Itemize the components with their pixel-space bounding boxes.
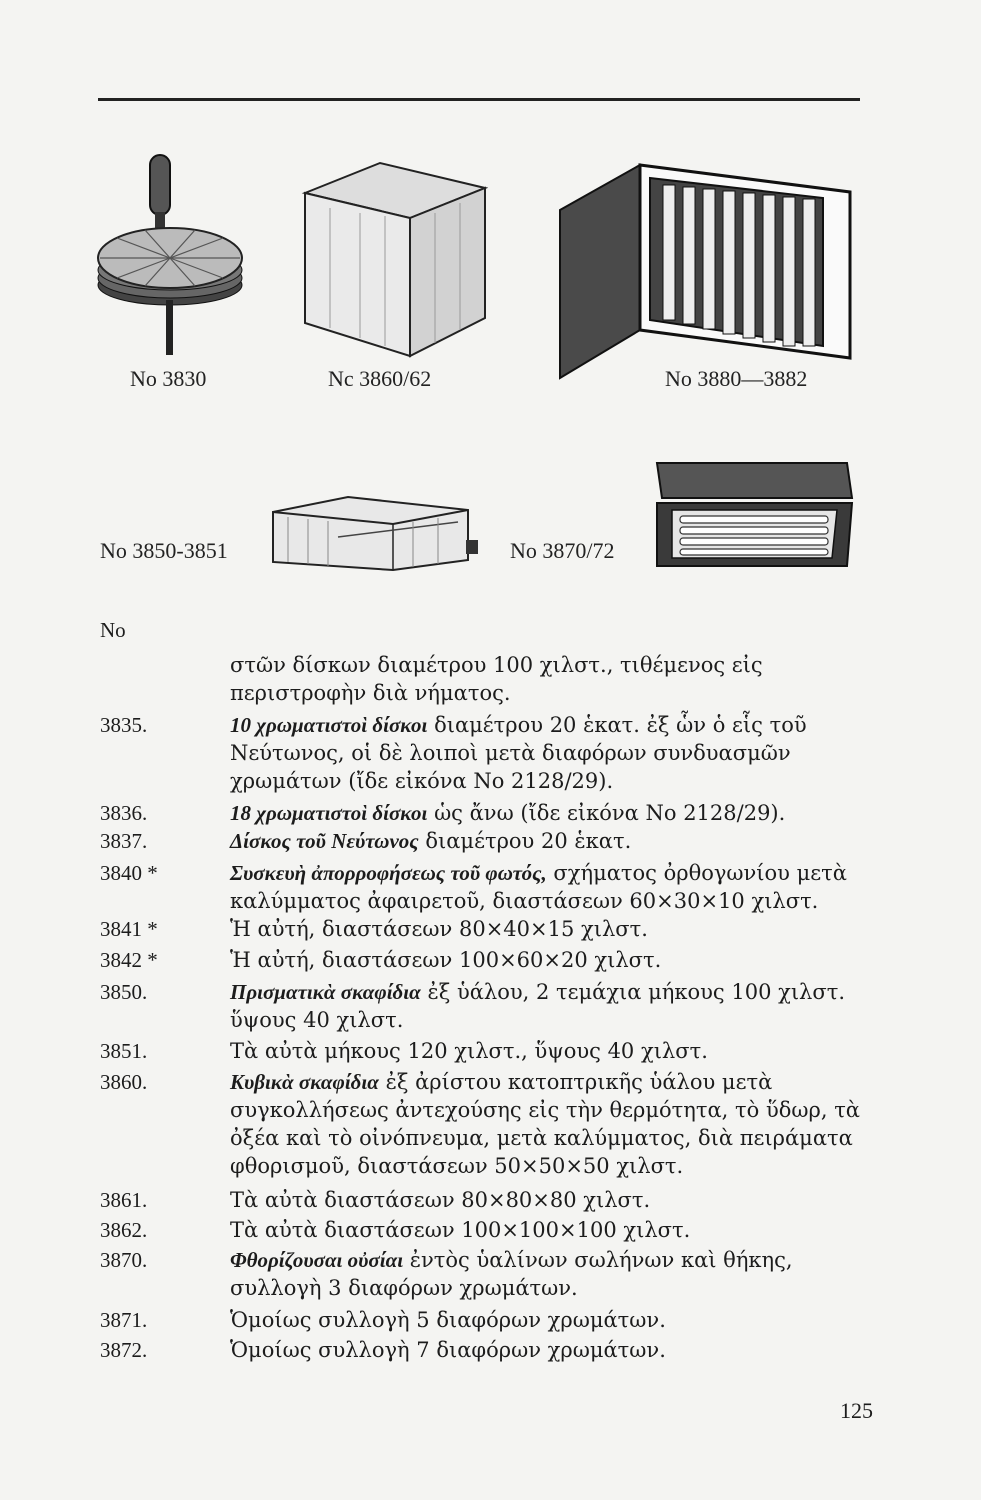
entry-number: 3861.: [100, 1188, 148, 1212]
entry-text: Τὰ αὐτὰ μήκους 120 χιλστ., ὕψους 40 χιλστ.: [230, 1039, 708, 1063]
entry-number: 3870.: [100, 1248, 148, 1272]
entry-continuation: [100, 651, 875, 707]
entry-title: Κυβικὰ σκαφίδια: [230, 1070, 379, 1094]
entry-text: διαμέτρου 20 ἑκατ.: [425, 829, 632, 853]
header-rule: [98, 98, 860, 101]
entry-text: Ὁμοίως συλλογὴ 7 διαφόρων χρωμάτων.: [230, 1338, 666, 1362]
entry-text: Τὰ αὐτὰ διαστάσεων 100×100×100 χιλστ.: [230, 1218, 691, 1242]
entry-number: 3840 *: [100, 861, 158, 885]
entry-number: 3860.: [100, 1070, 148, 1094]
entry-title: Φθορίζουσαι οὐσίαι: [230, 1248, 404, 1272]
entry-text: Ἡ αὐτή, διαστάσεων 100×60×20 χιλστ.: [230, 948, 662, 972]
page-number: 125: [840, 1398, 873, 1423]
prism-trough-icon: [268, 492, 483, 572]
entry-number: 3850.: [100, 980, 148, 1004]
caption-3860: Nc 3860/62: [328, 366, 432, 391]
entry-number: 3837.: [100, 829, 148, 853]
figure-3830: [95, 150, 245, 360]
entry-title: Πρισματικὰ σκαφίδια: [230, 980, 421, 1004]
entry-text: διαμέτρου 20 ἑκατ. ἐξ ὧν ὁ εἷς τοῦ Νεύτωνος, οἱ δὲ λοιποὶ μετὰ διαφόρων συνδυασμῶν χρωμάτων (ἴδε εἰκόνα Νο 2128/29).: [230, 713, 807, 793]
caption-3880: No 3880—3882: [665, 366, 808, 391]
entry-text: Ὁμοίως συλλογὴ 5 διαφόρων χρωμάτων.: [230, 1308, 666, 1332]
entry-number: 3862.: [100, 1218, 148, 1242]
entry-number: 3835.: [100, 713, 148, 737]
entry-number: 3836.: [100, 801, 148, 825]
entry-text: σχήματος ὀρθογωνίου μετὰ καλύμματος ἀφαιρετοῦ, διαστάσεων 60×30×10 χιλστ.: [230, 861, 847, 913]
entry-3861: [100, 1186, 875, 1214]
entry-3841: [100, 915, 875, 943]
entry-3840: [100, 859, 875, 915]
newton-disc-stack-icon: [95, 150, 245, 360]
figure-3870: [652, 458, 857, 573]
entry-text: ἐντὸς ὑαλίνων σωλήνων καὶ θήκης, συλλογὴ 3 διαφόρων χρωμάτων.: [230, 1248, 793, 1300]
figure-3860: [300, 158, 488, 358]
entry-3851: [100, 1037, 875, 1065]
entry-3836: [100, 799, 875, 827]
entry-number: 3851.: [100, 1039, 148, 1063]
entry-text: Τὰ αὐτὰ διαστάσεων 80×80×80 χιλστ.: [230, 1188, 651, 1212]
entry-number: 3872.: [100, 1338, 148, 1362]
entry-title: Συσκευὴ ἀπορροφήσεως τοῦ φωτός,: [230, 861, 547, 885]
entry-title: Δίσκος τοῦ Νεύτωνος: [230, 829, 419, 853]
entry-number: 3841 *: [100, 917, 158, 941]
entry-text: Ἡ αὐτή, διαστάσεων 80×40×15 χιλστ.: [230, 917, 648, 941]
column-header-no: No: [100, 618, 126, 642]
entry-3862: [100, 1216, 875, 1244]
entry-3842: [100, 946, 875, 974]
caption-3850: No 3850-3851: [100, 538, 228, 563]
tube-box-icon: [652, 458, 857, 573]
entry-text: ὡς ἄνω (ἴδε εἰκόνα Νο 2128/29).: [434, 801, 786, 825]
figure-3850: [268, 492, 483, 572]
entry-title: 10 χρωματιστοὶ δίσκοι: [230, 713, 428, 737]
entry-text: ἐξ ὑάλου, 2 τεμάχια μήκους 100 χιλστ. ὕψους 40 χιλστ.: [230, 980, 845, 1032]
entry-3835: [100, 711, 875, 795]
entry-3860: [100, 1068, 875, 1180]
entry-number: 3871.: [100, 1308, 148, 1332]
entry-3850: [100, 978, 875, 1034]
frame-case-icon: [555, 160, 855, 380]
entry-3870: [100, 1246, 875, 1302]
caption-3870: No 3870/72: [510, 538, 615, 563]
entry-number: 3842 *: [100, 948, 158, 972]
entry-3872: [100, 1336, 875, 1364]
entry-text: ἐξ ἀρίστου κατοπτρικῆς ὑάλου μετὰ συγκολλήσεως ἀντεχούσης εἰς τὴν θερμότητα, τὸ ὕδωρ, τὰ ὀξέα καὶ τὸ οἰνόπνευμα, μετὰ καλύμματος, διὰ πειράματα φθορισμοῦ, διαστάσεων 50×50×50 χιλστ.: [230, 1070, 860, 1178]
figure-3880: [555, 160, 855, 380]
entry-title: 18 χρωματιστοὶ δίσκοι: [230, 801, 428, 825]
glass-cube-icon: [300, 158, 488, 358]
entry-text: στῶν δίσκων διαμέτρου 100 χιλστ., τιθέμενος εἰς περιστροφὴν διὰ νήματος.: [230, 653, 763, 705]
entry-3837: [100, 827, 875, 855]
caption-3830: No 3830: [130, 366, 207, 391]
entry-3871: [100, 1306, 875, 1334]
